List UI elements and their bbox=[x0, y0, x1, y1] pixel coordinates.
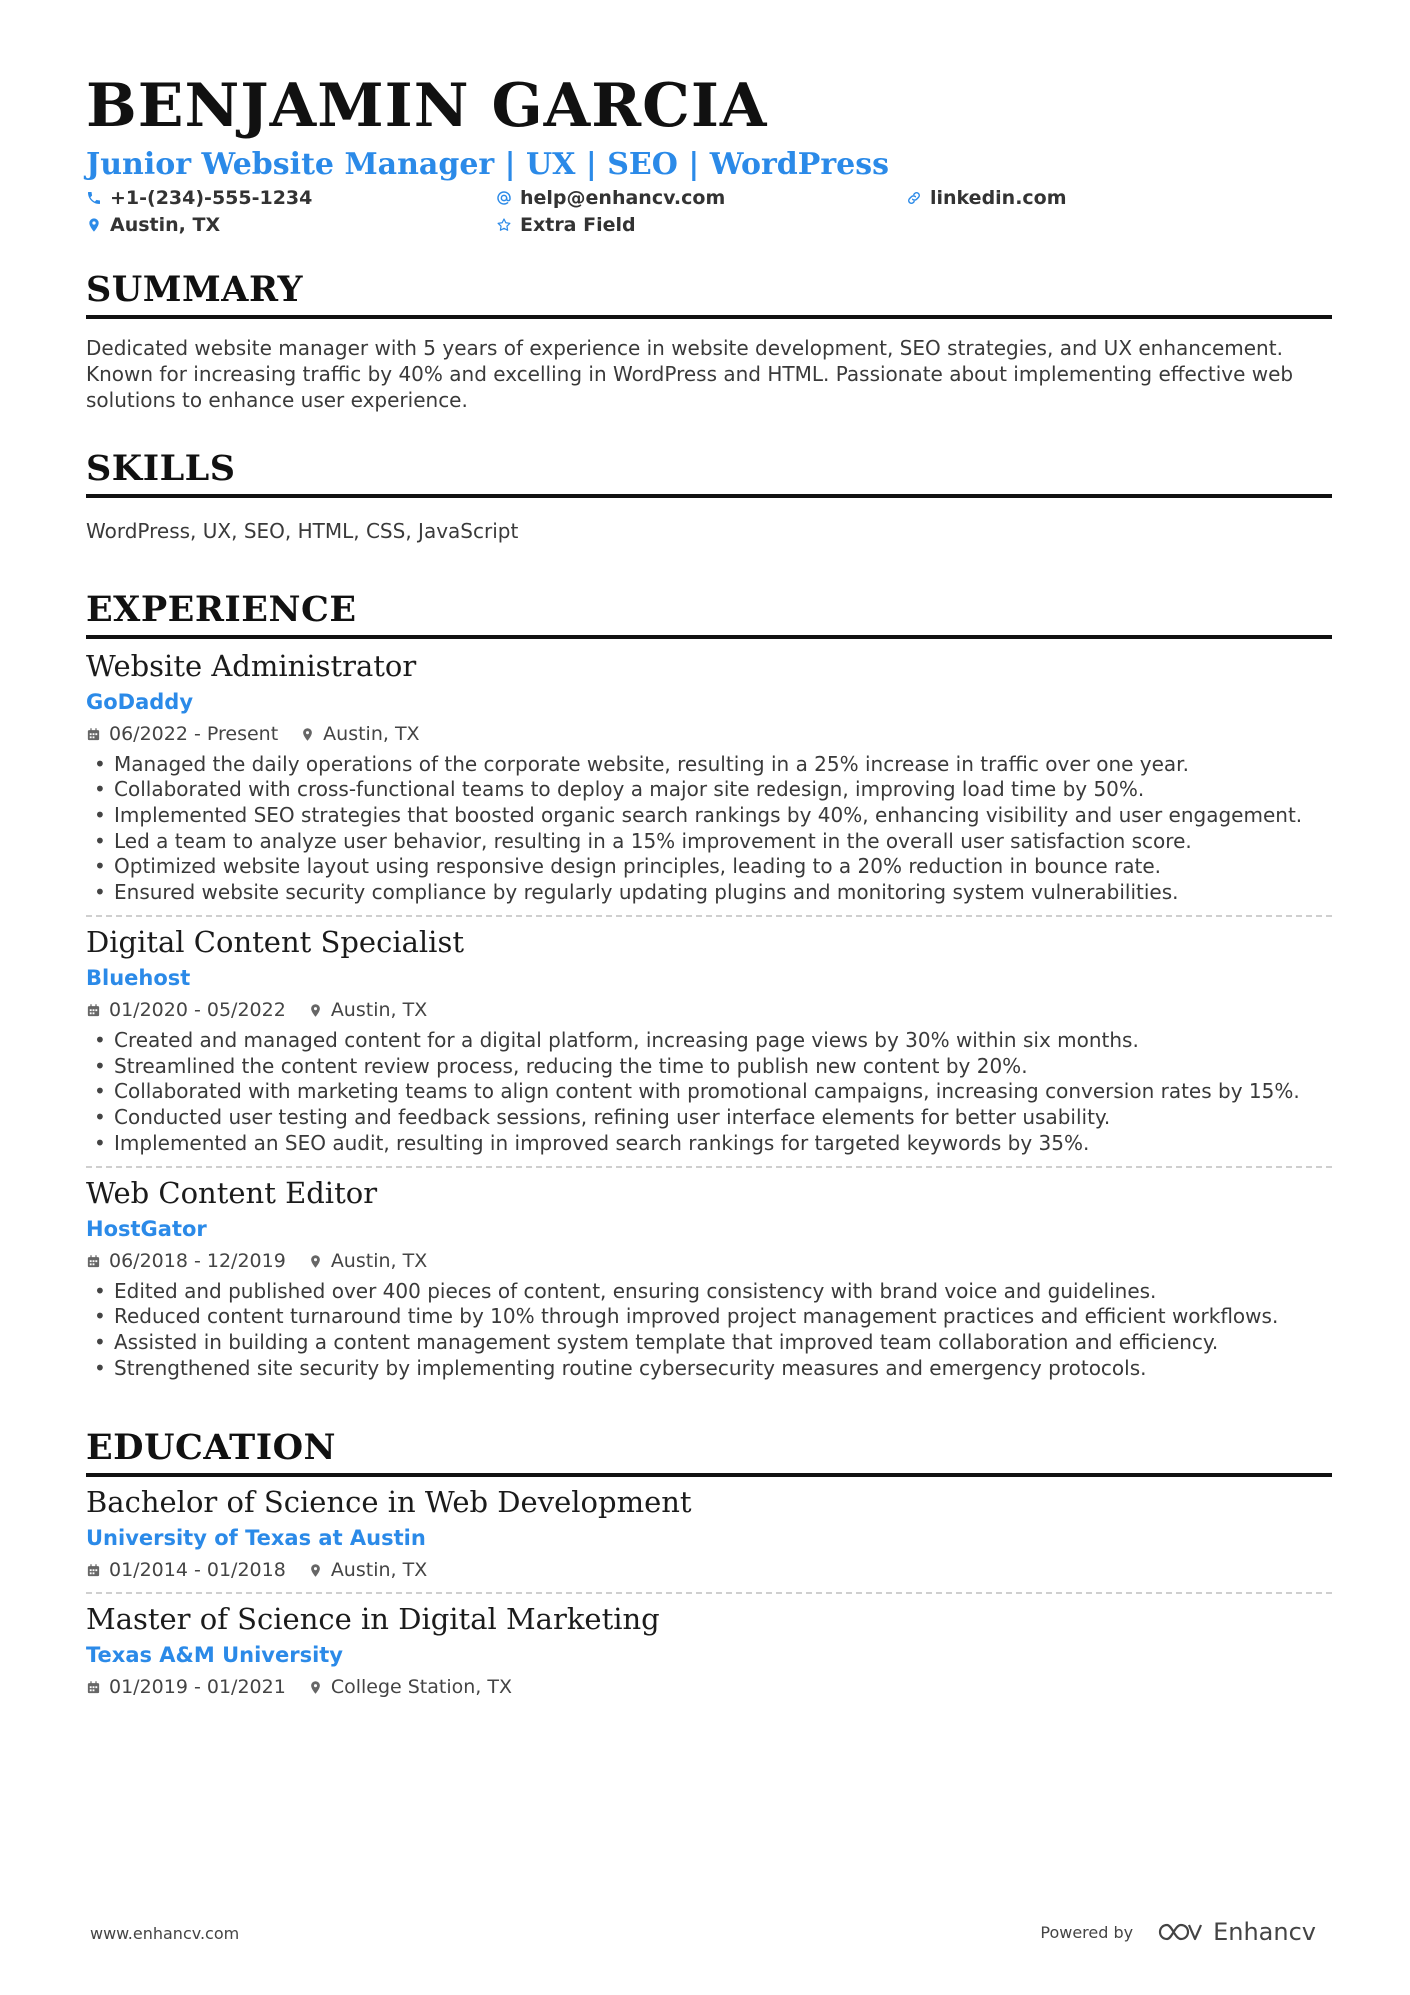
contact-extra bbox=[496, 214, 636, 236]
list-item: • Optimized website layout using responsive design principles, leading to a 20% reduction in bounce rate. bbox=[86, 854, 1332, 880]
contact-info bbox=[86, 187, 1332, 241]
job-meta bbox=[86, 999, 1332, 1022]
list-item: • Collaborated with cross-functional teams to deploy a major site redesign, improving load time by 50%. bbox=[86, 777, 1332, 803]
job-title: Digital Content Specialist bbox=[86, 925, 464, 960]
candidate-name: BENJAMIN GARCIA bbox=[86, 71, 768, 141]
education-meta bbox=[86, 1559, 1332, 1582]
list-item: • Led a team to analyze user behavior, resulting in a 15% improvement in the overall user satisfaction score. bbox=[86, 829, 1332, 855]
linkedin-text: linkedin.com bbox=[930, 187, 1067, 209]
list-item: • Reduced content turnaround time by 10% through improved project management practices and efficient workflows. bbox=[86, 1304, 1332, 1330]
summary-text: Dedicated website manager with 5 years of experience in website development, SEO strategies, and UX enhancement. Known for increasing traffic by 40% and excelling in WordPress and HTML. Passionate about implementing effective web solutions to enhance user experience. bbox=[86, 336, 1294, 412]
location-pin-icon bbox=[300, 727, 315, 742]
company-name: GoDaddy bbox=[86, 689, 194, 714]
experience-title: EXPERIENCE bbox=[86, 592, 1332, 639]
company-name: Bluehost bbox=[86, 966, 191, 991]
list-item: • Streamlined the content review process, reducing the time to publish new content by 20%. bbox=[86, 1054, 1332, 1080]
extra-field-text: Extra Field bbox=[520, 214, 636, 236]
page-footer bbox=[90, 1918, 1316, 1948]
location-pin-icon bbox=[308, 1680, 323, 1695]
job-bullets bbox=[86, 1028, 1332, 1156]
calendar-icon bbox=[86, 1680, 101, 1695]
education-section bbox=[86, 1427, 1332, 1699]
skills-title: SKILLS bbox=[86, 451, 1332, 498]
entry-divider bbox=[86, 915, 1332, 917]
list-item: • Assisted in building a content management system template that improved team collaboration and efficiency. bbox=[86, 1330, 1332, 1356]
location-pin-icon bbox=[86, 217, 102, 233]
job-title: Website Administrator bbox=[86, 649, 417, 683]
experience-entry bbox=[86, 1176, 1332, 1381]
contact-linkedin[interactable] bbox=[906, 187, 1067, 209]
calendar-icon bbox=[86, 1254, 101, 1269]
job-location: Austin, TX bbox=[308, 999, 427, 1022]
school-name: Texas A&M University bbox=[86, 1642, 343, 1667]
job-location: Austin, TX bbox=[308, 1250, 427, 1273]
summary-section bbox=[86, 269, 1332, 413]
calendar-icon bbox=[86, 727, 101, 742]
phone-text: +1-(234)-555-1234 bbox=[110, 187, 313, 209]
education-location: College Station, TX bbox=[308, 1676, 512, 1699]
education-entry bbox=[86, 1485, 1332, 1594]
resume-header bbox=[86, 71, 1332, 241]
list-item: • Managed the daily operations of the corporate website, resulting in a 25% increase in traffic over one year. bbox=[86, 752, 1332, 778]
list-item: • Edited and published over 400 pieces of content, ensuring consistency with brand voice and guidelines. bbox=[86, 1279, 1332, 1305]
job-dates: 01/2020 - 05/2022 bbox=[86, 999, 286, 1022]
contact-location bbox=[86, 214, 220, 236]
education-title: EDUCATION bbox=[86, 1430, 1332, 1477]
summary-title: SUMMARY bbox=[86, 272, 1332, 319]
calendar-icon bbox=[86, 1563, 101, 1578]
candidate-headline: Junior Website Manager | UX | SEO | WordPress bbox=[86, 147, 889, 182]
link-icon bbox=[906, 190, 922, 206]
footer-branding bbox=[1040, 1918, 1316, 1946]
experience-section bbox=[86, 589, 1332, 1381]
enhancv-brand-text: Enhancv bbox=[1213, 1918, 1316, 1946]
powered-by-text: Powered by bbox=[1040, 1922, 1134, 1942]
location-pin-icon bbox=[308, 1254, 323, 1269]
job-dates: 06/2022 - Present bbox=[86, 723, 278, 746]
location-pin-icon bbox=[308, 1003, 323, 1018]
contact-phone[interactable] bbox=[86, 187, 312, 209]
list-item: • Collaborated with marketing teams to align content with promotional campaigns, increasing conversion rates by 15%. bbox=[86, 1079, 1332, 1105]
skills-text: WordPress, UX, SEO, HTML, CSS, JavaScript bbox=[86, 519, 519, 543]
job-location: Austin, TX bbox=[300, 723, 419, 746]
list-item: • Created and managed content for a digital platform, increasing page views by 30% within six months. bbox=[86, 1028, 1332, 1054]
job-meta bbox=[86, 723, 1332, 746]
education-entry bbox=[86, 1602, 1332, 1699]
location-text: Austin, TX bbox=[110, 214, 221, 236]
phone-icon bbox=[86, 190, 102, 206]
degree-title: Master of Science in Digital Marketing bbox=[86, 1601, 660, 1636]
skills-section bbox=[86, 448, 1332, 544]
job-title: Web Content Editor bbox=[86, 1176, 378, 1211]
school-name: University of Texas at Austin bbox=[86, 1525, 426, 1550]
job-bullets bbox=[86, 1279, 1332, 1381]
experience-entry bbox=[86, 925, 1332, 1168]
star-icon bbox=[496, 217, 512, 233]
education-meta bbox=[86, 1676, 1332, 1699]
list-item: • Implemented an SEO audit, resulting in improved search rankings for targeted keywords by 35%. bbox=[86, 1131, 1332, 1157]
list-item: • Ensured website security compliance by regularly updating plugins and monitoring system vulnerabilities. bbox=[86, 880, 1332, 906]
education-dates: 01/2019 - 01/2021 bbox=[86, 1676, 286, 1699]
experience-entry bbox=[86, 649, 1332, 917]
list-item: • Conducted user testing and feedback sessions, refining user interface elements for better usability. bbox=[86, 1105, 1332, 1131]
education-location: Austin, TX bbox=[308, 1559, 427, 1582]
company-name: HostGator bbox=[86, 1216, 207, 1241]
enhancv-logo-icon bbox=[1157, 1920, 1203, 1944]
enhancv-logo[interactable] bbox=[1157, 1918, 1316, 1946]
entry-divider bbox=[86, 1592, 1332, 1594]
calendar-icon bbox=[86, 1003, 101, 1018]
contact-email[interactable] bbox=[496, 187, 725, 209]
degree-title: Bachelor of Science in Web Development bbox=[86, 1485, 692, 1519]
list-item: • Strengthened site security by implementing routine cybersecurity measures and emergency protocols. bbox=[86, 1356, 1332, 1382]
at-icon bbox=[496, 190, 512, 206]
job-dates: 06/2018 - 12/2019 bbox=[86, 1250, 286, 1273]
list-item: • Implemented SEO strategies that boosted organic search rankings by 40%, enhancing visibility and user engagement. bbox=[86, 803, 1332, 829]
location-pin-icon bbox=[308, 1563, 323, 1578]
education-dates: 01/2014 - 01/2018 bbox=[86, 1559, 286, 1582]
job-bullets bbox=[86, 752, 1332, 906]
footer-website-link[interactable]: www.enhancv.com bbox=[90, 1924, 240, 1943]
email-text: help@enhancv.com bbox=[520, 187, 726, 209]
job-meta bbox=[86, 1250, 1332, 1273]
entry-divider bbox=[86, 1166, 1332, 1168]
